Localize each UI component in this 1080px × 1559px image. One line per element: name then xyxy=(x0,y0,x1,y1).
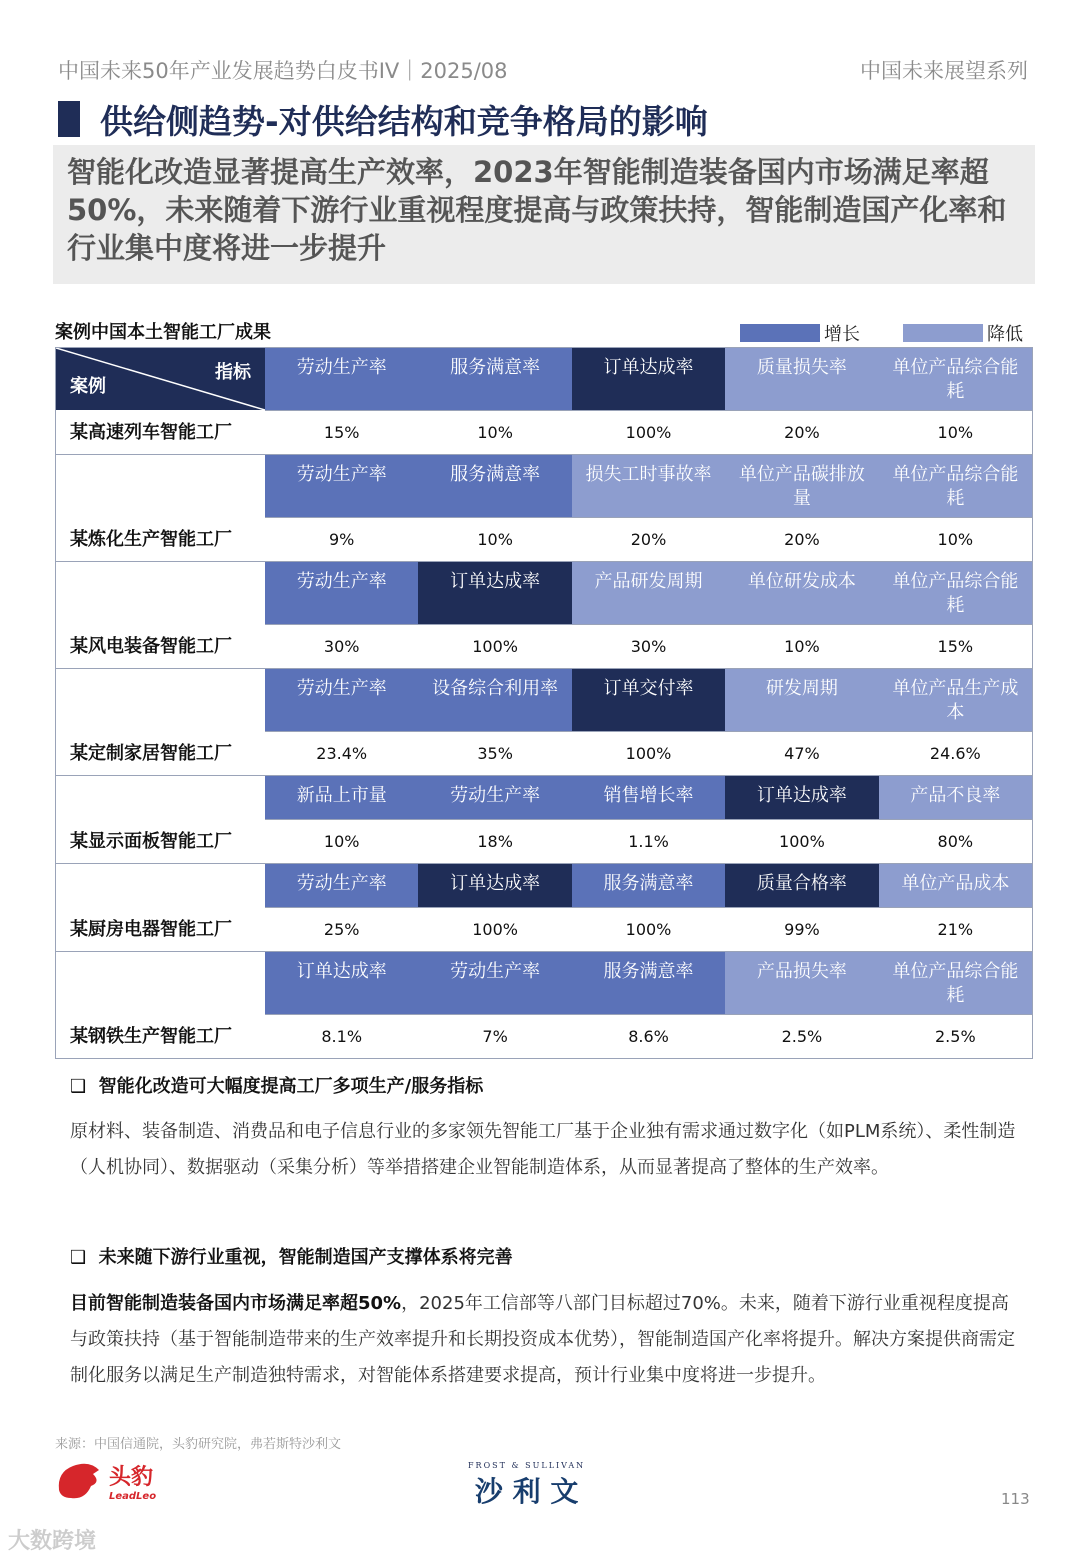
legend-decrease xyxy=(903,320,1023,346)
value-row xyxy=(265,410,1032,454)
value-row xyxy=(265,624,1032,668)
metric-value: 100% xyxy=(418,907,571,951)
metric-header: 单位产品碳排放量 xyxy=(725,455,878,517)
metric-value: 30% xyxy=(572,624,725,668)
case-cell xyxy=(56,952,265,1058)
metric-value: 100% xyxy=(572,907,725,951)
table-section xyxy=(56,562,1032,669)
table-section xyxy=(56,864,1032,952)
series-name: 中国未来展望系列 xyxy=(860,59,1028,83)
metric-value: 100% xyxy=(725,819,878,863)
metric-header: 劳动生产率 xyxy=(265,348,418,410)
metric-value: 30% xyxy=(265,624,418,668)
case-name: 某高速列车智能工厂 xyxy=(70,422,232,443)
paragraph-2: 目前智能制造装备国内市场满足率超50%，2025年工信部等八部门目标超过70%。未来，随着下游行业重视程度提高与政策扶持（基于智能制造带来的生产效率提升和长期投资成本优势），智能制造国产化率将提升。解决方案提供商需定制化服务以满足生产制造独特需求，对智能体系搭建要求提高，预计行业集中度将进一步提升。 xyxy=(70,1293,1015,1386)
metric-header: 订单达成率 xyxy=(418,562,571,624)
metric-header: 服务满意率 xyxy=(418,455,571,517)
metric-value: 20% xyxy=(725,410,878,454)
metric-header: 劳动生产率 xyxy=(418,952,571,1014)
value-row xyxy=(265,731,1032,775)
paragraph-1: 原材料、装备制造、消费品和电子信息行业的多家领先智能工厂基于企业独有需求通过数字化（如PLM系统）、柔性制造（人机协同）、数据驱动（采集分析）等举措搭建企业智能制造体系，从而显著提高了整体的生产效率。 xyxy=(70,1121,1016,1178)
metric-header: 新品上市量 xyxy=(265,776,418,819)
corner-header xyxy=(56,348,265,410)
metric-value: 47% xyxy=(725,731,878,775)
value-row xyxy=(265,1014,1032,1058)
metric-row xyxy=(265,455,1032,517)
watermark: 大数跨境 xyxy=(8,1529,97,1554)
summary-box: 智能化改造显著提高生产效率，2023年智能制造装备国内市场满足率超50%，未来随着下游行业重视程度提高与政策扶持，智能制造国产化率和行业集中度将进一步提升 xyxy=(53,145,1035,284)
metric-value: 21% xyxy=(879,907,1032,951)
bullet-heading-2: ❑ 未来随下游行业重视，智能制造国产支撑体系将完善 xyxy=(70,1247,513,1268)
value-row xyxy=(265,517,1032,561)
metric-header: 单位产品成本 xyxy=(879,864,1032,907)
metric-header: 单位产品生产成本 xyxy=(879,669,1032,731)
metric-value: 10% xyxy=(725,624,878,668)
metric-header: 单位产品综合能耗 xyxy=(879,348,1032,410)
case-name: 某钢铁生产智能工厂 xyxy=(70,1026,232,1047)
metric-row xyxy=(265,669,1032,731)
leadleo-logo: 头豹 LeadLeo xyxy=(55,1460,156,1502)
metric-header: 研发周期 xyxy=(725,669,878,731)
metric-value: 80% xyxy=(879,819,1032,863)
metric-value: 10% xyxy=(418,517,571,561)
metric-header: 订单交付率 xyxy=(572,669,725,731)
metric-header: 销售增长率 xyxy=(572,776,725,819)
metric-header: 单位产品综合能耗 xyxy=(879,952,1032,1014)
metric-value: 2.5% xyxy=(725,1014,878,1058)
frost-sullivan-logo: FROST & SULLIVAN 沙 利 文 xyxy=(468,1461,586,1508)
table-section xyxy=(56,952,1032,1059)
page-title: 供给侧趋势-对供给结构和竞争格局的影响 xyxy=(100,102,708,141)
metric-row xyxy=(265,952,1032,1014)
table-title: 案例中国本土智能工厂成果 xyxy=(55,322,271,343)
metric-value: 100% xyxy=(572,731,725,775)
metric-header: 产品不良率 xyxy=(879,776,1032,819)
metric-header: 订单达成率 xyxy=(265,952,418,1014)
bullet-heading-1: ❑ 智能化改造可大幅度提高工厂多项生产/服务指标 xyxy=(70,1076,484,1097)
metric-header: 单位研发成本 xyxy=(725,562,878,624)
metric-row xyxy=(265,348,1032,410)
metric-value: 10% xyxy=(879,410,1032,454)
metric-header: 产品损失率 xyxy=(725,952,878,1014)
metric-value: 2.5% xyxy=(879,1014,1032,1058)
metric-value: 15% xyxy=(265,410,418,454)
legend-label: 增长 xyxy=(824,324,860,345)
case-cell xyxy=(56,864,265,951)
legend-swatch xyxy=(903,324,983,342)
metric-row xyxy=(265,776,1032,819)
metric-header: 服务满意率 xyxy=(572,864,725,907)
table-section xyxy=(56,669,1032,776)
legend-increase xyxy=(740,320,860,346)
report-title: 中国未来50年产业发展趋势白皮书IV｜2025/08 xyxy=(58,59,508,83)
legend-label: 降低 xyxy=(987,324,1023,345)
metric-header: 服务满意率 xyxy=(418,348,571,410)
corner-case-label: 案例 xyxy=(70,376,106,397)
metric-value: 100% xyxy=(418,624,571,668)
metric-header: 损失工时事故率 xyxy=(572,455,725,517)
case-cell xyxy=(56,455,265,561)
metric-value: 99% xyxy=(725,907,878,951)
value-row xyxy=(265,907,1032,951)
metric-value: 10% xyxy=(879,517,1032,561)
legend-swatch xyxy=(740,324,820,342)
metric-row xyxy=(265,562,1032,624)
metric-value: 7% xyxy=(418,1014,571,1058)
case-cell xyxy=(56,562,265,668)
metric-header: 服务满意率 xyxy=(572,952,725,1014)
page-number: 113 xyxy=(1001,1490,1030,1508)
results-table xyxy=(55,347,1033,1059)
metric-header: 质量合格率 xyxy=(725,864,878,907)
metric-value: 10% xyxy=(265,819,418,863)
metric-value: 8.6% xyxy=(572,1014,725,1058)
case-cell xyxy=(56,348,265,454)
metric-value: 100% xyxy=(572,410,725,454)
title-marker xyxy=(58,101,80,137)
metric-header: 设备综合利用率 xyxy=(418,669,571,731)
metric-header: 单位产品综合能耗 xyxy=(879,455,1032,517)
metric-value: 23.4% xyxy=(265,731,418,775)
metric-header: 订单达成率 xyxy=(725,776,878,819)
metric-value: 20% xyxy=(572,517,725,561)
case-name: 某显示面板智能工厂 xyxy=(70,831,232,852)
metric-header: 质量损失率 xyxy=(725,348,878,410)
metric-value: 35% xyxy=(418,731,571,775)
corner-metric-label: 指标 xyxy=(215,362,251,383)
metric-header: 劳动生产率 xyxy=(265,864,418,907)
value-row xyxy=(265,819,1032,863)
metric-header: 劳动生产率 xyxy=(418,776,571,819)
case-name: 某厨房电器智能工厂 xyxy=(70,919,232,940)
metric-header: 劳动生产率 xyxy=(265,669,418,731)
metric-header: 单位产品综合能耗 xyxy=(879,562,1032,624)
metric-row xyxy=(265,864,1032,907)
metric-header: 劳动生产率 xyxy=(265,455,418,517)
case-name: 某炼化生产智能工厂 xyxy=(70,529,232,550)
metric-header: 产品研发周期 xyxy=(572,562,725,624)
metric-value: 9% xyxy=(265,517,418,561)
table-section xyxy=(56,348,1032,455)
metric-header: 订单达成率 xyxy=(418,864,571,907)
metric-value: 20% xyxy=(725,517,878,561)
metric-value: 18% xyxy=(418,819,571,863)
case-cell xyxy=(56,776,265,863)
case-name: 某定制家居智能工厂 xyxy=(70,743,232,764)
leopard-icon xyxy=(55,1460,103,1502)
metric-header: 订单达成率 xyxy=(572,348,725,410)
metric-value: 8.1% xyxy=(265,1014,418,1058)
metric-value: 24.6% xyxy=(879,731,1032,775)
source-note: 来源：中国信通院，头豹研究院，弗若斯特沙利文 xyxy=(55,1437,342,1452)
metric-value: 10% xyxy=(418,410,571,454)
case-name: 某风电装备智能工厂 xyxy=(70,636,232,657)
metric-value: 25% xyxy=(265,907,418,951)
table-section xyxy=(56,776,1032,864)
case-cell xyxy=(56,669,265,775)
table-section xyxy=(56,455,1032,562)
metric-value: 15% xyxy=(879,624,1032,668)
metric-header: 劳动生产率 xyxy=(265,562,418,624)
metric-value: 1.1% xyxy=(572,819,725,863)
